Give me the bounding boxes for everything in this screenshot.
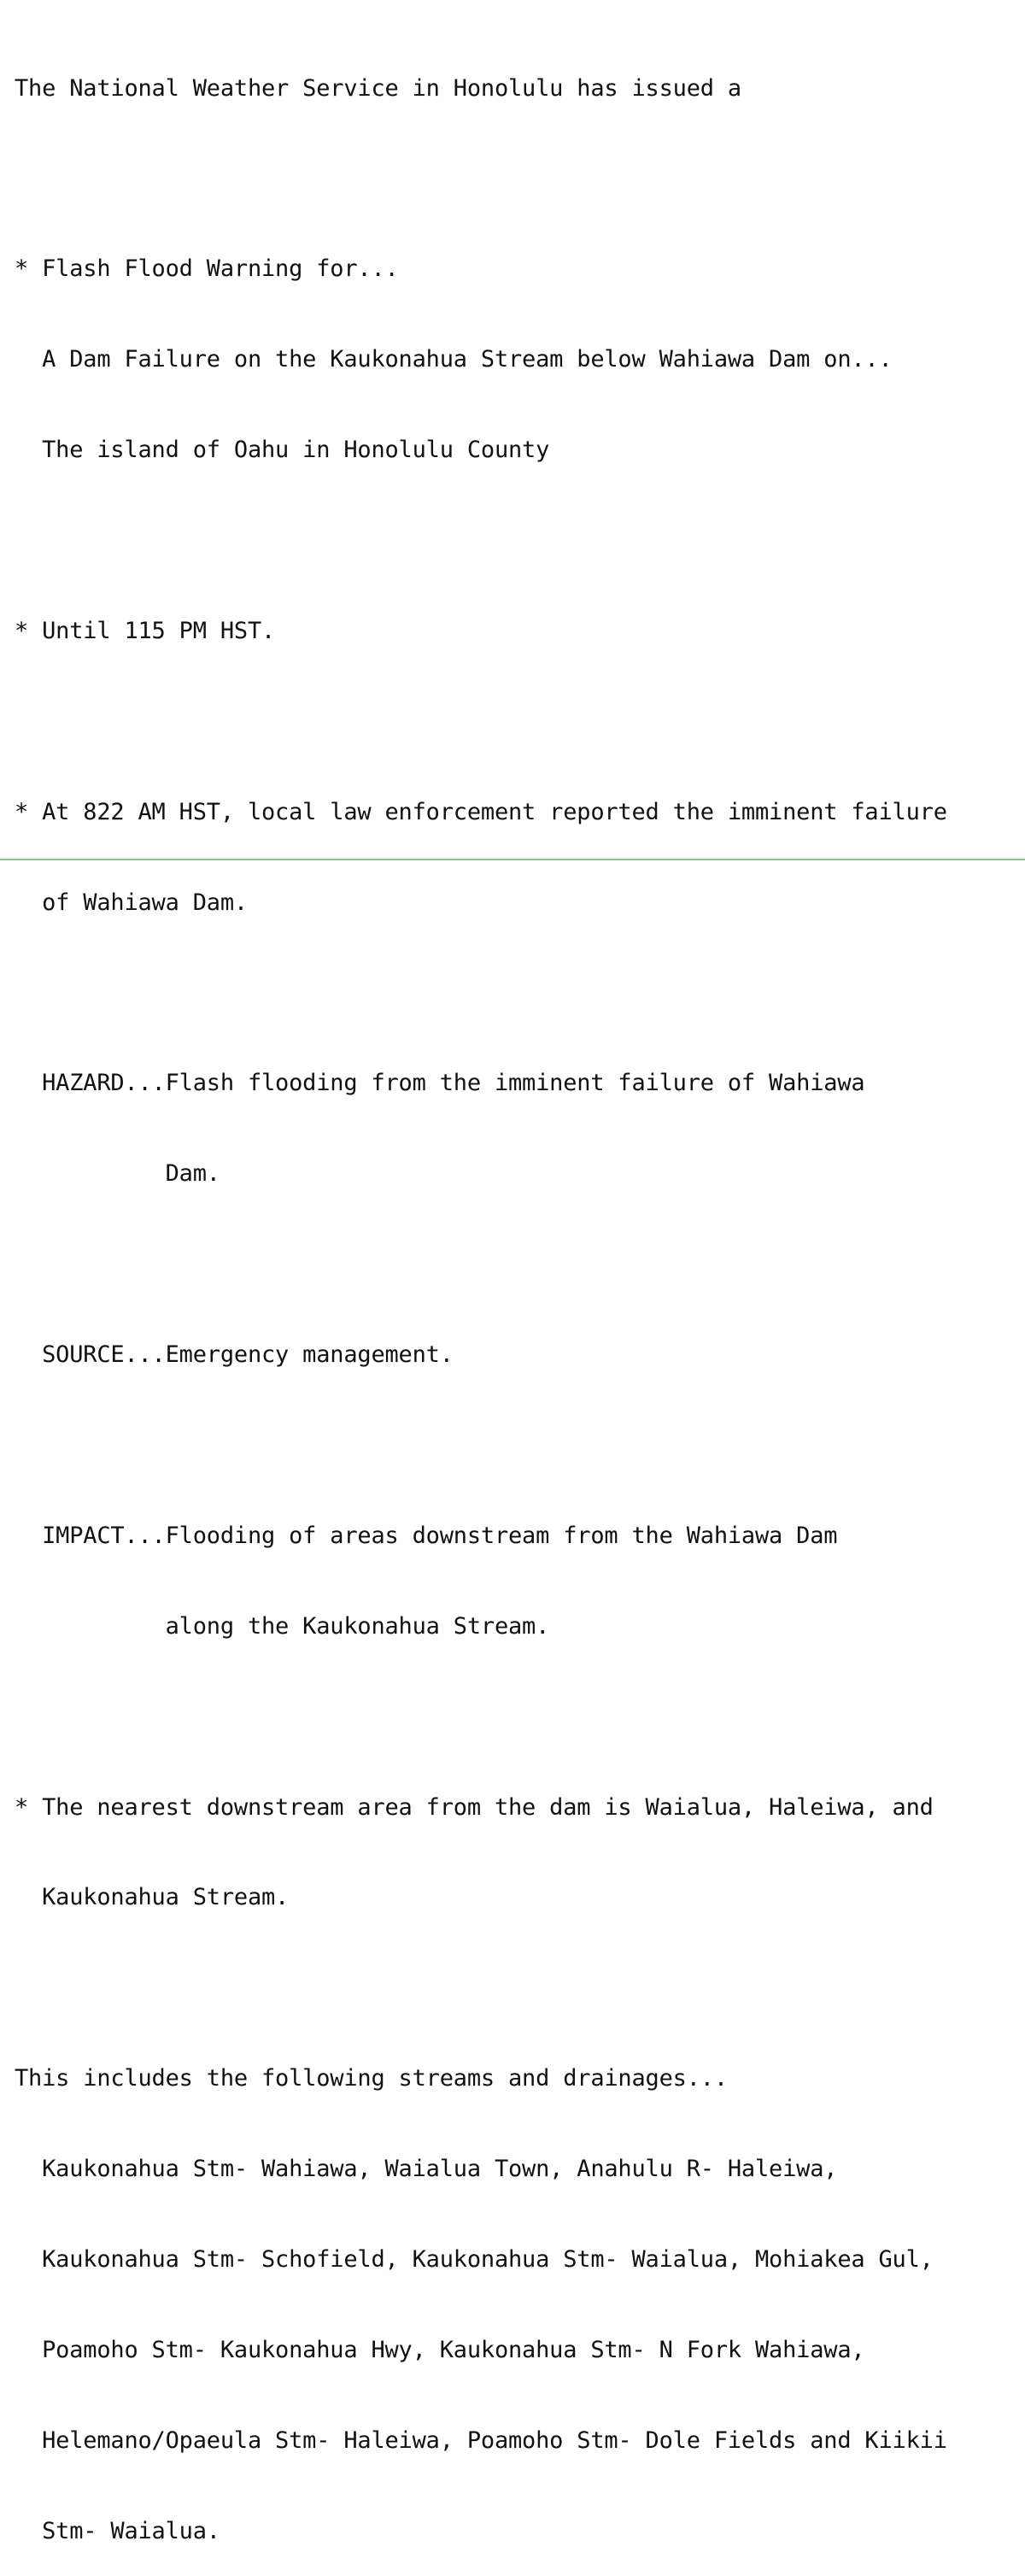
text-line-streams-3: Poamoho Stm- Kaukonahua Hwy, Kaukonahua Stm- N Fork Wahiawa, xyxy=(15,2336,865,2363)
text-line-downstream-cont: Kaukonahua Stream. xyxy=(15,1884,290,1911)
blank-line xyxy=(15,525,947,555)
bottom-border xyxy=(0,859,1025,860)
blank-line xyxy=(15,1430,947,1460)
blank-line xyxy=(15,707,947,736)
text-line-streams-1: Kaukonahua Stm- Wahiawa, Waialua Town, Anahulu R- Haleiwa, xyxy=(15,2156,838,2183)
text-line-until: * Until 115 PM HST. xyxy=(15,617,276,644)
text-line-streams-2: Kaukonahua Stm- Schofield, Kaukonahua Stm- Waialua, Mohiakea Gul, xyxy=(15,2245,934,2273)
blank-line xyxy=(15,163,947,193)
text-line-streams-4: Helemano/Opaeula Stm- Haleiwa, Poamoho Stm- Dole Fields and Kiikii xyxy=(15,2426,947,2454)
blank-line xyxy=(15,1973,947,2003)
text-line-impact: IMPACT...Flooding of areas downstream from the Wahiawa Dam xyxy=(15,1522,838,1549)
text-line-streams-intro: This includes the following streams and drainages... xyxy=(15,2065,728,2092)
text-line-impact-cont: along the Kaukonahua Stream. xyxy=(15,1612,550,1640)
text-line-hazard-cont: Dam. xyxy=(15,1160,220,1188)
text-line-warning-location: A Dam Failure on the Kaukonahua Stream below Wahiawa Dam on... xyxy=(15,346,893,373)
warning-text-document xyxy=(15,13,947,2576)
text-line-warning-island: The island of Oahu in Honolulu County xyxy=(15,437,550,464)
text-line-intro: The National Weather Service in Honolulu has issued a xyxy=(15,74,741,102)
text-line-report: * At 822 AM HST, local law enforcement reported the imminent failure xyxy=(15,798,947,825)
blank-line xyxy=(15,1249,947,1279)
text-line-report-cont: of Wahiawa Dam. xyxy=(15,889,248,916)
text-line-streams-5: Stm- Waialua. xyxy=(15,2517,220,2544)
text-line-hazard: HAZARD...Flash flooding from the imminent failure of Wahiawa xyxy=(15,1070,865,1097)
blank-line xyxy=(15,978,947,1008)
text-line-downstream: * The nearest downstream area from the dam is Waialua, Haleiwa, and xyxy=(15,1793,934,1821)
text-line-source: SOURCE...Emergency management. xyxy=(15,1341,454,1369)
text-line-warning-type: * Flash Flood Warning for... xyxy=(15,255,399,283)
blank-line xyxy=(15,1702,947,1732)
